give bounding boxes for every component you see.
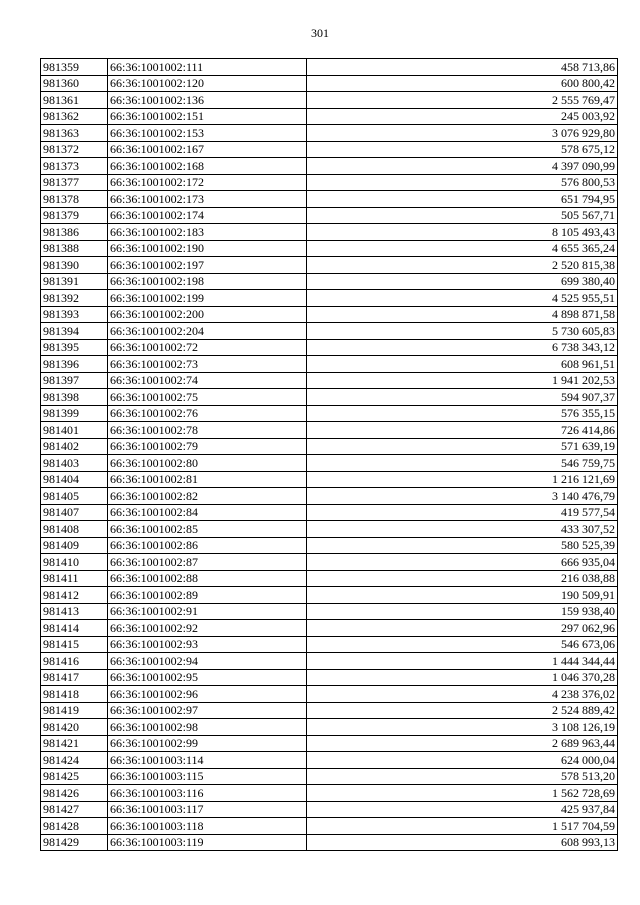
row-id-cell: 981372 [41, 141, 108, 158]
table-row [41, 273, 618, 290]
cadastral-value-cell: 4 238 376,02 [307, 686, 618, 703]
table-row [41, 636, 618, 653]
row-id-cell: 981359 [41, 59, 108, 76]
row-id-cell: 981421 [41, 735, 108, 752]
table-row [41, 224, 618, 241]
cadastral-value-cell: 159 938,40 [307, 603, 618, 620]
row-id-cell: 981424 [41, 752, 108, 769]
cadastral-value-cell: 1 562 728,69 [307, 785, 618, 802]
row-id-cell: 981362 [41, 108, 108, 125]
cadastral-number-cell: 66:36:1001002:198 [108, 273, 307, 290]
cadastral-number-cell: 66:36:1001002:91 [108, 603, 307, 620]
row-id-cell: 981386 [41, 224, 108, 241]
table-row [41, 108, 618, 125]
row-id-cell: 981377 [41, 174, 108, 191]
cadastral-value-cell: 458 713,86 [307, 59, 618, 76]
table-row [41, 290, 618, 307]
row-id-cell: 981360 [41, 75, 108, 92]
row-id-cell: 981393 [41, 306, 108, 323]
cadastral-value-cell: 1 941 202,53 [307, 372, 618, 389]
table-row [41, 339, 618, 356]
cadastral-number-cell: 66:36:1001002:151 [108, 108, 307, 125]
table-row [41, 323, 618, 340]
cadastral-value-cell: 419 577,54 [307, 504, 618, 521]
cadastral-number-cell: 66:36:1001003:118 [108, 818, 307, 835]
cadastral-value-cell: 4 397 090,99 [307, 158, 618, 175]
row-id-cell: 981398 [41, 389, 108, 406]
cadastral-number-cell: 66:36:1001002:204 [108, 323, 307, 340]
row-id-cell: 981392 [41, 290, 108, 307]
table-row [41, 356, 618, 373]
cadastral-value-table [40, 58, 618, 851]
row-id-cell: 981397 [41, 372, 108, 389]
row-id-cell: 981401 [41, 422, 108, 439]
cadastral-number-cell: 66:36:1001003:114 [108, 752, 307, 769]
table-row [41, 455, 618, 472]
row-id-cell: 981394 [41, 323, 108, 340]
cadastral-number-cell: 66:36:1001002:84 [108, 504, 307, 521]
cadastral-number-cell: 66:36:1001002:78 [108, 422, 307, 439]
row-id-cell: 981405 [41, 488, 108, 505]
cadastral-number-cell: 66:36:1001002:87 [108, 554, 307, 571]
page-number: 301 [311, 26, 329, 40]
table-row [41, 372, 618, 389]
cadastral-value-cell: 3 108 126,19 [307, 719, 618, 736]
table-row [41, 752, 618, 769]
row-id-cell: 981396 [41, 356, 108, 373]
cadastral-value-cell: 297 062,96 [307, 620, 618, 637]
cadastral-value-cell: 1 517 704,59 [307, 818, 618, 835]
cadastral-value-cell: 2 555 769,47 [307, 92, 618, 109]
row-id-cell: 981417 [41, 669, 108, 686]
cadastral-number-cell: 66:36:1001002:88 [108, 570, 307, 587]
table-row [41, 801, 618, 818]
cadastral-value-cell: 4 655 365,24 [307, 240, 618, 257]
cadastral-number-cell: 66:36:1001002:86 [108, 537, 307, 554]
cadastral-number-cell: 66:36:1001002:168 [108, 158, 307, 175]
cadastral-value-cell: 6 738 343,12 [307, 339, 618, 356]
cadastral-value-cell: 3 140 476,79 [307, 488, 618, 505]
table-row [41, 306, 618, 323]
table-row [41, 141, 618, 158]
row-id-cell: 981390 [41, 257, 108, 274]
row-id-cell: 981391 [41, 273, 108, 290]
table-row [41, 389, 618, 406]
cadastral-number-cell: 66:36:1001003:116 [108, 785, 307, 802]
row-id-cell: 981410 [41, 554, 108, 571]
cadastral-number-cell: 66:36:1001002:173 [108, 191, 307, 208]
table-row [41, 587, 618, 604]
table-row [41, 422, 618, 439]
cadastral-number-cell: 66:36:1001002:99 [108, 735, 307, 752]
cadastral-number-cell: 66:36:1001002:81 [108, 471, 307, 488]
table-row [41, 257, 618, 274]
table-row [41, 438, 618, 455]
cadastral-value-cell: 3 076 929,80 [307, 125, 618, 142]
row-id-cell: 981408 [41, 521, 108, 538]
table-row [41, 240, 618, 257]
row-id-cell: 981419 [41, 702, 108, 719]
table-row [41, 719, 618, 736]
cadastral-value-cell: 216 038,88 [307, 570, 618, 587]
cadastral-number-cell: 66:36:1001002:93 [108, 636, 307, 653]
cadastral-number-cell: 66:36:1001002:75 [108, 389, 307, 406]
cadastral-number-cell: 66:36:1001002:111 [108, 59, 307, 76]
cadastral-value-cell: 4 525 955,51 [307, 290, 618, 307]
row-id-cell: 981428 [41, 818, 108, 835]
cadastral-number-cell: 66:36:1001002:96 [108, 686, 307, 703]
row-id-cell: 981414 [41, 620, 108, 637]
table-row [41, 537, 618, 554]
table-row [41, 785, 618, 802]
cadastral-number-cell: 66:36:1001002:172 [108, 174, 307, 191]
row-id-cell: 981412 [41, 587, 108, 604]
row-id-cell: 981426 [41, 785, 108, 802]
table-row [41, 59, 618, 76]
cadastral-value-cell: 651 794,95 [307, 191, 618, 208]
table-row [41, 735, 618, 752]
cadastral-number-cell: 66:36:1001002:98 [108, 719, 307, 736]
cadastral-value-cell: 608 961,51 [307, 356, 618, 373]
cadastral-value-cell: 580 525,39 [307, 537, 618, 554]
cadastral-value-cell: 190 509,91 [307, 587, 618, 604]
row-id-cell: 981416 [41, 653, 108, 670]
cadastral-value-cell: 5 730 605,83 [307, 323, 618, 340]
table-row [41, 768, 618, 785]
table-body [41, 59, 618, 851]
table-row [41, 702, 618, 719]
row-id-cell: 981409 [41, 537, 108, 554]
cadastral-number-cell: 66:36:1001002:79 [108, 438, 307, 455]
row-id-cell: 981427 [41, 801, 108, 818]
table-row [41, 603, 618, 620]
cadastral-number-cell: 66:36:1001002:120 [108, 75, 307, 92]
table-row [41, 191, 618, 208]
table-row [41, 125, 618, 142]
cadastral-value-cell: 1 444 344,44 [307, 653, 618, 670]
cadastral-value-cell: 425 937,84 [307, 801, 618, 818]
row-id-cell: 981363 [41, 125, 108, 142]
cadastral-value-cell: 576 355,15 [307, 405, 618, 422]
cadastral-value-cell: 546 673,06 [307, 636, 618, 653]
cadastral-value-cell: 726 414,86 [307, 422, 618, 439]
table-row [41, 818, 618, 835]
table-row [41, 488, 618, 505]
table-row [41, 620, 618, 637]
cadastral-value-cell: 546 759,75 [307, 455, 618, 472]
row-id-cell: 981413 [41, 603, 108, 620]
cadastral-number-cell: 66:36:1001002:183 [108, 224, 307, 241]
table-row [41, 92, 618, 109]
cadastral-number-cell: 66:36:1001002:89 [108, 587, 307, 604]
table-row [41, 174, 618, 191]
row-id-cell: 981429 [41, 834, 108, 851]
table-row [41, 834, 618, 851]
cadastral-value-cell: 2 524 889,42 [307, 702, 618, 719]
cadastral-value-cell: 699 380,40 [307, 273, 618, 290]
table-row [41, 207, 618, 224]
table-row [41, 75, 618, 92]
table-row [41, 669, 618, 686]
cadastral-value-cell: 1 216 121,69 [307, 471, 618, 488]
row-id-cell: 981402 [41, 438, 108, 455]
cadastral-number-cell: 66:36:1001002:167 [108, 141, 307, 158]
cadastral-number-cell: 66:36:1001002:200 [108, 306, 307, 323]
table-row [41, 158, 618, 175]
row-id-cell: 981404 [41, 471, 108, 488]
cadastral-number-cell: 66:36:1001002:190 [108, 240, 307, 257]
cadastral-number-cell: 66:36:1001002:92 [108, 620, 307, 637]
row-id-cell: 981415 [41, 636, 108, 653]
cadastral-number-cell: 66:36:1001002:94 [108, 653, 307, 670]
cadastral-value-cell: 2 689 963,44 [307, 735, 618, 752]
cadastral-number-cell: 66:36:1001002:153 [108, 125, 307, 142]
cadastral-value-cell: 594 907,37 [307, 389, 618, 406]
row-id-cell: 981378 [41, 191, 108, 208]
cadastral-number-cell: 66:36:1001002:199 [108, 290, 307, 307]
row-id-cell: 981425 [41, 768, 108, 785]
cadastral-value-cell: 571 639,19 [307, 438, 618, 455]
row-id-cell: 981411 [41, 570, 108, 587]
table-row [41, 653, 618, 670]
cadastral-number-cell: 66:36:1001002:76 [108, 405, 307, 422]
cadastral-number-cell: 66:36:1001003:115 [108, 768, 307, 785]
row-id-cell: 981395 [41, 339, 108, 356]
cadastral-value-cell: 608 993,13 [307, 834, 618, 851]
row-id-cell: 981373 [41, 158, 108, 175]
cadastral-number-cell: 66:36:1001002:74 [108, 372, 307, 389]
cadastral-value-cell: 600 800,42 [307, 75, 618, 92]
row-id-cell: 981399 [41, 405, 108, 422]
cadastral-value-cell: 8 105 493,43 [307, 224, 618, 241]
cadastral-value-cell: 1 046 370,28 [307, 669, 618, 686]
cadastral-value-cell: 433 307,52 [307, 521, 618, 538]
row-id-cell: 981403 [41, 455, 108, 472]
row-id-cell: 981388 [41, 240, 108, 257]
table-row [41, 471, 618, 488]
row-id-cell: 981379 [41, 207, 108, 224]
cadastral-number-cell: 66:36:1001002:197 [108, 257, 307, 274]
cadastral-number-cell: 66:36:1001002:85 [108, 521, 307, 538]
cadastral-number-cell: 66:36:1001002:80 [108, 455, 307, 472]
row-id-cell: 981407 [41, 504, 108, 521]
table-row [41, 570, 618, 587]
cadastral-value-cell: 666 935,04 [307, 554, 618, 571]
cadastral-value-cell: 4 898 871,58 [307, 306, 618, 323]
cadastral-number-cell: 66:36:1001002:136 [108, 92, 307, 109]
cadastral-number-cell: 66:36:1001002:97 [108, 702, 307, 719]
row-id-cell: 981361 [41, 92, 108, 109]
table-row [41, 554, 618, 571]
cadastral-number-cell: 66:36:1001002:95 [108, 669, 307, 686]
cadastral-number-cell: 66:36:1001002:73 [108, 356, 307, 373]
row-id-cell: 981418 [41, 686, 108, 703]
cadastral-number-cell: 66:36:1001003:117 [108, 801, 307, 818]
cadastral-value-cell: 578 513,20 [307, 768, 618, 785]
cadastral-value-cell: 576 800,53 [307, 174, 618, 191]
cadastral-number-cell: 66:36:1001002:174 [108, 207, 307, 224]
cadastral-value-cell: 2 520 815,38 [307, 257, 618, 274]
row-id-cell: 981420 [41, 719, 108, 736]
table-row [41, 686, 618, 703]
cadastral-value-cell: 578 675,12 [307, 141, 618, 158]
cadastral-value-cell: 624 000,04 [307, 752, 618, 769]
cadastral-number-cell: 66:36:1001003:119 [108, 834, 307, 851]
cadastral-number-cell: 66:36:1001002:72 [108, 339, 307, 356]
cadastral-value-cell: 245 003,92 [307, 108, 618, 125]
cadastral-value-cell: 505 567,71 [307, 207, 618, 224]
table-row [41, 405, 618, 422]
table-row [41, 521, 618, 538]
table-row [41, 504, 618, 521]
cadastral-number-cell: 66:36:1001002:82 [108, 488, 307, 505]
